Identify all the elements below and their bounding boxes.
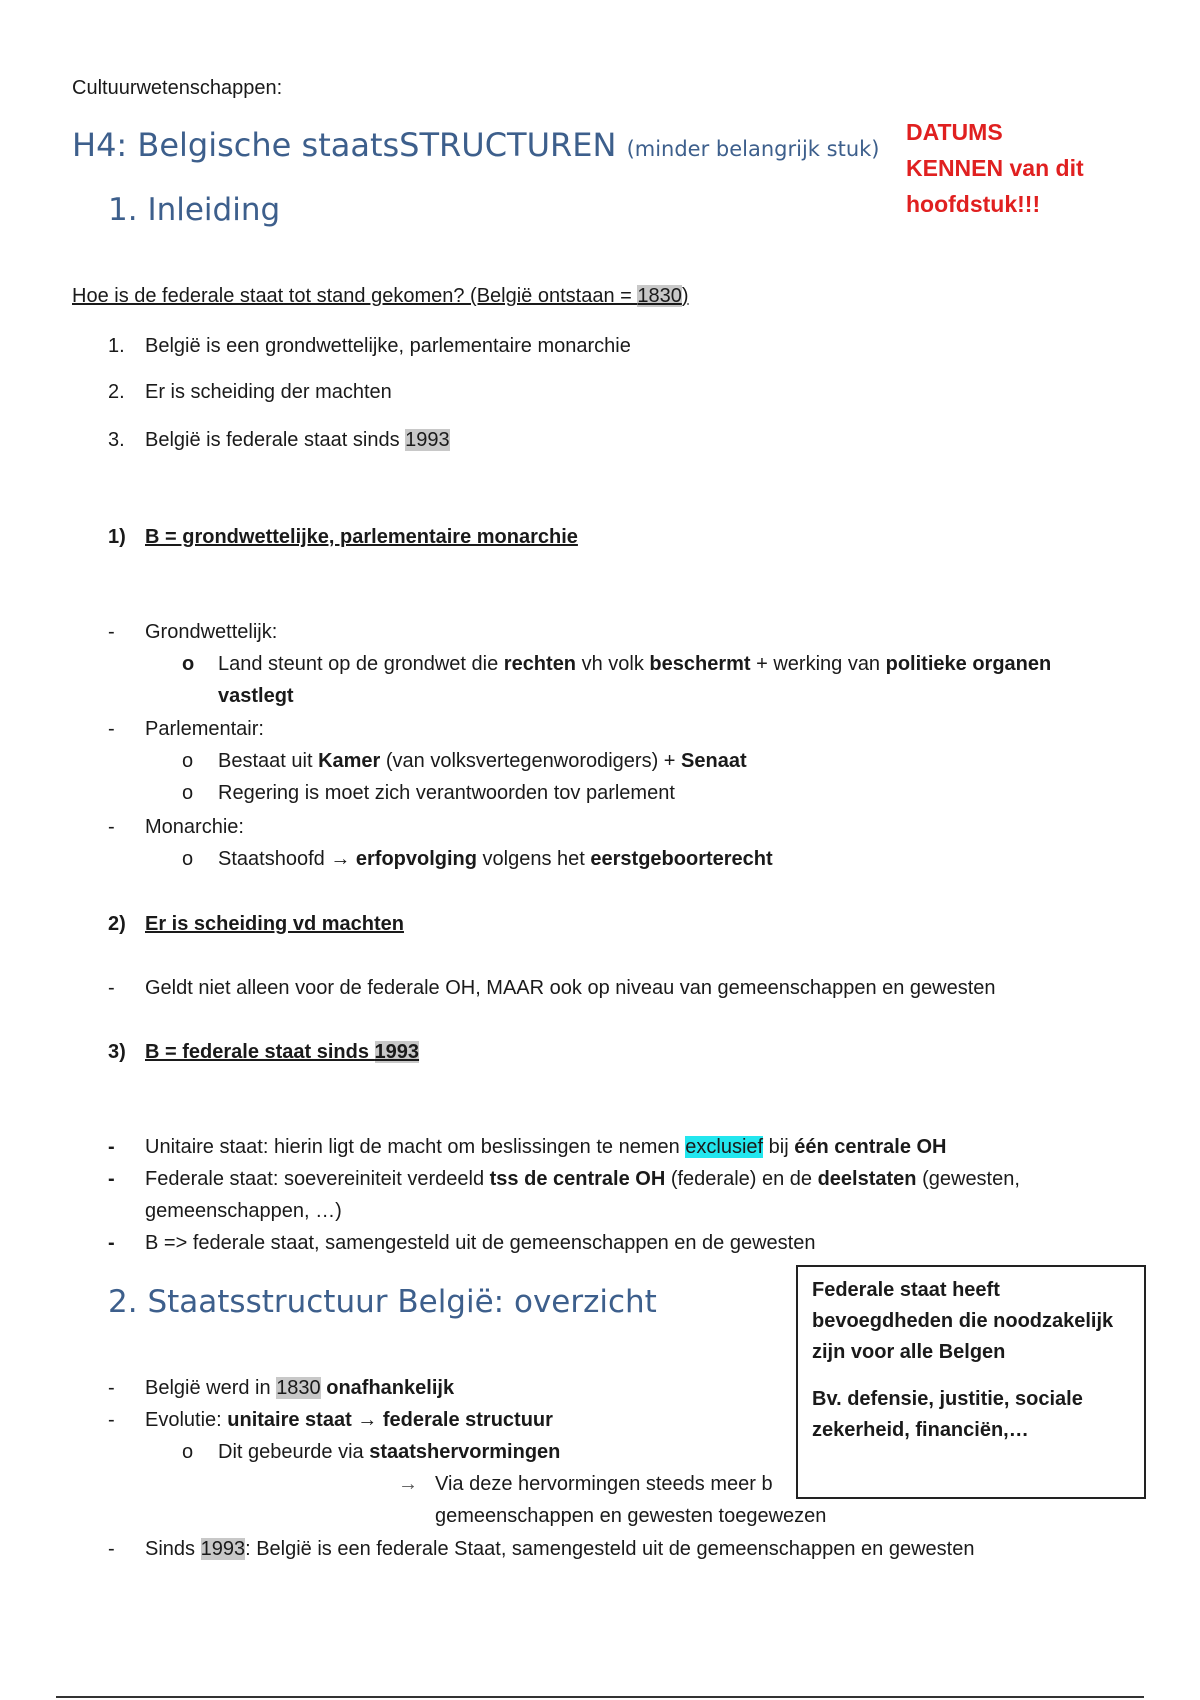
chapter-title-note: (minder belangrijk stuk) [626, 137, 880, 161]
parl-part: Bestaat uit [218, 750, 319, 772]
mon-part: volgens het [476, 848, 591, 870]
footer-divider [56, 1696, 1144, 1698]
s2-item2-sub [218, 1438, 560, 1466]
callout-example-line: Bv. defensie, justitie, sociale [812, 1388, 1083, 1410]
federaal-part: Federale staat: soevereiniteit verdeeld [145, 1168, 490, 1190]
s2-item1 [145, 1374, 454, 1402]
section1-num: 1. [108, 192, 138, 228]
s2-bold: federale structuur [382, 1409, 553, 1431]
federaal-part: (federale) en de [665, 1168, 818, 1190]
intro-list-item: Er is scheiding der machten [145, 381, 392, 403]
federaal-part: (gewesten, [916, 1168, 1020, 1190]
s2-bold: staatshervormingen [369, 1441, 561, 1463]
unitair-text [145, 1133, 947, 1161]
intro-question [72, 282, 689, 310]
section2-num: 2. [108, 1284, 138, 1320]
callout-line: bevoegdheden die noodzakelijk [812, 1310, 1114, 1332]
sub-bullet: o [182, 782, 194, 804]
intro-list-item-text: België is federale staat sinds [145, 429, 406, 451]
dates-note-line: KENNEN van dit [906, 155, 1084, 181]
callout-line: zijn voor alle Belgen [812, 1341, 1006, 1363]
bullet-dash: - [108, 1409, 115, 1431]
s2-part: Dit gebeurde via [218, 1441, 370, 1463]
mon-part: Staatshoofd [218, 848, 331, 870]
grond-part: Land steunt op de grondwet die [218, 653, 504, 675]
bullet-dash: - [108, 1538, 115, 1560]
parl-text-2: Regering is moet zich verantwoorden tov parlement [218, 782, 675, 804]
intro-list-year: 1993 [405, 429, 450, 451]
bullet-dash: - [108, 1232, 115, 1254]
grond-label: Grondwettelijk: [145, 621, 278, 643]
point2-item: Geldt niet alleen voor de federale OH, MAAR ook op niveau van gemeenschappen en gewesten [145, 977, 996, 999]
question-close: ) [681, 285, 689, 307]
s2-bold: onafhankelijk [326, 1377, 455, 1399]
grond-bold: rechten [503, 653, 577, 675]
federaal-bold: deelstaten [817, 1168, 917, 1190]
sub-bullet: o [182, 653, 195, 675]
mon-label: Monarchie: [145, 816, 244, 838]
s2-arrow-text-1: Via deze hervormingen steeds meer b [435, 1473, 773, 1495]
bullet-dash: - [108, 816, 115, 838]
chapter-title-text: H4: Belgische staatsSTRUCTUREN [72, 126, 617, 164]
bullet-dash: - [108, 1136, 115, 1158]
bullet-dash: - [108, 621, 115, 643]
bullet-dash: - [108, 718, 115, 740]
s2-part: : België is een federale Staat, samengesteld uit de gemeenschappen en gewesten [245, 1538, 975, 1560]
s2-arrow-text-2: gemeenschappen en gewesten toegewezen [435, 1505, 827, 1527]
s2-year: 1830 [276, 1377, 321, 1399]
parl-label: Parlementair: [145, 718, 264, 740]
parl-bold: Senaat [681, 750, 747, 772]
unitair-part: Unitaire staat: hierin ligt de macht om beslissingen te nemen [145, 1136, 686, 1158]
grond-text-cont: vastlegt [218, 685, 294, 707]
mon-bold: erfopvolging [355, 848, 477, 870]
unitair-highlight: exclusief [685, 1136, 764, 1158]
intro-list-item: België is een grondwettelijke, parlementaire monarchie [145, 335, 631, 357]
parl-text-1 [218, 747, 747, 775]
s2-part: België werd in [145, 1377, 277, 1399]
dates-note [906, 114, 1084, 222]
point1-num: 1) [108, 526, 126, 548]
arrow-right-icon: → [398, 1473, 418, 1495]
dates-note-line: DATUMS [906, 119, 1003, 145]
arrow-right-icon: → [330, 848, 351, 870]
callout-example-line: zekerheid, financiën,… [812, 1419, 1029, 1441]
intro-list-num: 2. [108, 381, 125, 403]
question-text: Hoe is de federale staat tot stand gekomen? (België ontstaan = [72, 285, 638, 307]
callout-text [812, 1275, 1113, 1446]
section1-title: Inleiding [147, 192, 281, 228]
sub-bullet: o [182, 1441, 194, 1463]
point2-heading: Er is scheiding vd machten [145, 913, 404, 935]
point1-heading: B = grondwettelijke, parlementaire monarchie [145, 526, 578, 548]
subject-label: Cultuurwetenschappen: [72, 77, 283, 99]
parl-bold: Kamer [318, 750, 381, 772]
intro-list-item [145, 426, 450, 454]
mon-bold: eerstgeboorterecht [590, 848, 773, 870]
s2-bold: unitaire staat [227, 1409, 352, 1431]
mon-text [218, 845, 773, 873]
federaal-text-cont: gemeenschappen, …) [145, 1200, 342, 1222]
unitair-part: bij [763, 1136, 795, 1158]
sub-bullet: o [182, 750, 194, 772]
grond-part: vh volk [576, 653, 650, 675]
bullet-dash: - [108, 1168, 115, 1190]
arrow-right-icon: → [351, 1409, 383, 1431]
grond-text [218, 650, 1051, 678]
grond-bold: beschermt [649, 653, 751, 675]
point3-num: 3) [108, 1041, 126, 1063]
sub-bullet: o [182, 848, 194, 870]
section2-heading [108, 1282, 657, 1322]
section2-title: Staatsstructuur België: overzicht [147, 1284, 657, 1320]
section1-heading [108, 190, 280, 230]
s2-part: Sinds [145, 1538, 201, 1560]
dates-note-line: hoofdstuk!!! [906, 191, 1041, 217]
parl-part: (van volksvertegenworodigers) + [380, 750, 682, 772]
chapter-title [72, 124, 880, 170]
point3-heading [145, 1038, 419, 1066]
s2-part: Evolutie: [145, 1409, 228, 1431]
callout-line: Federale staat heeft [812, 1279, 1000, 1301]
grond-bold: politieke organen [885, 653, 1052, 675]
federaal-text [145, 1165, 1020, 1193]
grond-part: + werking van [750, 653, 886, 675]
unitair-bold: één centrale OH [794, 1136, 947, 1158]
question-year: 1830 [637, 285, 682, 307]
point3-heading-text: B = federale staat sinds [145, 1041, 375, 1063]
bullet-dash: - [108, 977, 115, 999]
point3-b: B => federale staat, samengesteld uit de gemeenschappen en de gewesten [145, 1232, 816, 1254]
point2-num: 2) [108, 913, 126, 935]
s2-item3 [145, 1535, 974, 1563]
point3-year: 1993 [374, 1041, 420, 1063]
intro-list-num: 1. [108, 335, 125, 357]
bullet-dash: - [108, 1377, 115, 1399]
s2-year: 1993 [200, 1538, 246, 1560]
s2-item2 [145, 1406, 553, 1434]
intro-list-num: 3. [108, 429, 125, 451]
callout-box [796, 1265, 1146, 1499]
federaal-bold: tss de centrale OH [489, 1168, 666, 1190]
